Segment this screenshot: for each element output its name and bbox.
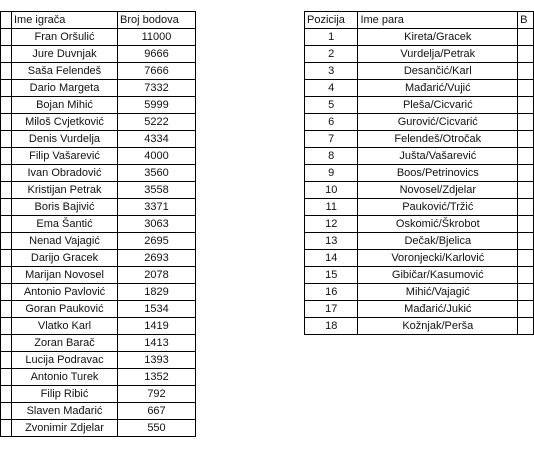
player-name-cell: Fran Oršulić [12,29,118,46]
player-name-cell: Boris Bajivić [12,199,118,216]
row-index-cell [1,233,12,250]
partial-cell [518,97,534,114]
table-row [1,352,196,369]
player-name-cell: Antonio Pavlović [12,284,118,301]
partial-cell [518,301,534,318]
points-cell: 2078 [118,267,196,284]
table-row [305,97,534,114]
partial-cell [518,267,534,284]
pair-name-cell: Desančić/Karl [358,63,518,80]
table-row [1,131,196,148]
player-name-cell: Denis Vurdelja [12,131,118,148]
table-row [305,250,534,267]
table-row [1,250,196,267]
pair-name-cell: Oskomić/Škrobot [358,216,518,233]
points-cell: 3558 [118,182,196,199]
table-row [305,199,534,216]
table-row [1,182,196,199]
table-row [1,216,196,233]
row-index-cell [1,80,12,97]
player-name-cell: Darijo Gracek [12,250,118,267]
table-row [1,284,196,301]
player-name-cell: Filip Ribić [12,386,118,403]
pair-name-cell: Kireta/Gracek [358,29,518,46]
position-cell: 1 [305,29,358,46]
row-index-cell [1,165,12,182]
row-index-cell [1,114,12,131]
table-row [1,335,196,352]
points-cell: 1413 [118,335,196,352]
position-cell: 4 [305,80,358,97]
players-table-body [1,29,196,437]
row-index-cell [1,199,12,216]
points-cell: 3371 [118,199,196,216]
player-name-cell: Marijan Novosel [12,267,118,284]
row-index-cell [1,148,12,165]
player-name-cell: Ema Šantić [12,216,118,233]
table-row [305,267,534,284]
player-name-cell: Lucija Podravac [12,352,118,369]
points-cell: 3063 [118,216,196,233]
position-cell: 12 [305,216,358,233]
table-row [1,165,196,182]
points-cell: 1419 [118,318,196,335]
player-name-cell: Dario Margeta [12,80,118,97]
points-cell: 7666 [118,63,196,80]
pair-name-cell: Pauković/Tržić [358,199,518,216]
partial-cell [518,233,534,250]
pair-name-cell: Dečak/Bjelica [358,233,518,250]
table-row [1,301,196,318]
points-cell: 1352 [118,369,196,386]
position-cell: 6 [305,114,358,131]
points-cell: 2695 [118,233,196,250]
table-row [305,131,534,148]
table-row [1,46,196,63]
player-name-cell: Zvonimir Zdjelar [12,420,118,437]
players-header-index [1,12,12,29]
position-cell: 7 [305,131,358,148]
points-cell: 1393 [118,352,196,369]
table-row [305,46,534,63]
table-row [1,63,196,80]
table-row [1,369,196,386]
player-name-cell: Miloš Cvjetković [12,114,118,131]
pairs-header-pair-name: Ime para [358,12,518,29]
row-index-cell [1,63,12,80]
pair-name-cell: Gibičar/Kasumović [358,267,518,284]
table-row [305,148,534,165]
points-cell: 5999 [118,97,196,114]
position-cell: 13 [305,233,358,250]
partial-cell [518,318,534,335]
table-row [305,114,534,131]
points-cell: 667 [118,403,196,420]
position-cell: 8 [305,148,358,165]
row-index-cell [1,335,12,352]
pair-name-cell: Boos/Petrinovics [358,165,518,182]
table-row [305,216,534,233]
table-row [305,233,534,250]
row-index-cell [1,386,12,403]
row-index-cell [1,420,12,437]
row-index-cell [1,352,12,369]
row-index-cell [1,131,12,148]
partial-cell [518,131,534,148]
partial-cell [518,148,534,165]
pairs-header-position: Pozicija [305,12,358,29]
player-name-cell: Filip Vašarević [12,148,118,165]
partial-cell [518,199,534,216]
player-name-cell: Slaven Mađarić [12,403,118,420]
player-name-cell: Kristijan Petrak [12,182,118,199]
partial-cell [518,63,534,80]
pair-name-cell: Felendeš/Otročak [358,131,518,148]
points-cell: 3560 [118,165,196,182]
table-row [1,80,196,97]
table-row [1,233,196,250]
partial-cell [518,165,534,182]
position-cell: 16 [305,284,358,301]
partial-cell [518,46,534,63]
pair-name-cell: Voronjecki/Karlović [358,250,518,267]
position-cell: 3 [305,63,358,80]
pairs-header-row [305,12,534,29]
row-index-cell [1,267,12,284]
pair-name-cell: Vurdelja/Petrak [358,46,518,63]
row-index-cell [1,216,12,233]
players-header-row [1,12,196,29]
table-row [305,182,534,199]
table-row [305,80,534,97]
points-cell: 1829 [118,284,196,301]
table-row [1,403,196,420]
pair-name-cell: Gurović/Cicvarić [358,114,518,131]
pair-name-cell: Pleša/Cicvarić [358,97,518,114]
row-index-cell [1,301,12,318]
position-cell: 2 [305,46,358,63]
pair-name-cell: Kožnjak/Perša [358,318,518,335]
table-row [1,97,196,114]
players-table [0,11,196,437]
row-index-cell [1,250,12,267]
position-cell: 10 [305,182,358,199]
pairs-table [304,11,534,335]
table-row [305,318,534,335]
position-cell: 18 [305,318,358,335]
partial-cell [518,250,534,267]
points-cell: 9666 [118,46,196,63]
player-name-cell: Goran Pauković [12,301,118,318]
points-cell: 4334 [118,131,196,148]
player-name-cell: Nenad Vajagić [12,233,118,250]
partial-cell [518,216,534,233]
points-cell: 2693 [118,250,196,267]
points-cell: 7332 [118,80,196,97]
table-row [305,165,534,182]
table-row [1,29,196,46]
row-index-cell [1,284,12,301]
players-header-points: Broj bodova [118,12,196,29]
row-index-cell [1,318,12,335]
table-row [1,148,196,165]
table-row [305,301,534,318]
table-row [1,420,196,437]
partial-cell [518,284,534,301]
points-cell: 4000 [118,148,196,165]
table-row [305,284,534,301]
row-index-cell [1,46,12,63]
pair-name-cell: Jušta/Vašarević [358,148,518,165]
position-cell: 14 [305,250,358,267]
player-name-cell: Jure Duvnjak [12,46,118,63]
position-cell: 11 [305,199,358,216]
points-cell: 550 [118,420,196,437]
position-cell: 17 [305,301,358,318]
table-row [1,386,196,403]
table-row [1,318,196,335]
pairs-table-body [305,29,534,335]
row-index-cell [1,403,12,420]
pair-name-cell: Mađarić/Jukić [358,301,518,318]
table-row [1,267,196,284]
player-name-cell: Saša Felendeš [12,63,118,80]
partial-cell [518,114,534,131]
player-name-cell: Vlatko Karl [12,318,118,335]
player-name-cell: Antonio Turek [12,369,118,386]
position-cell: 5 [305,97,358,114]
player-name-cell: Zoran Barač [12,335,118,352]
player-name-cell: Ivan Obradović [12,165,118,182]
table-row [305,29,534,46]
points-cell: 11000 [118,29,196,46]
row-index-cell [1,369,12,386]
partial-cell [518,29,534,46]
player-name-cell: Bojan Mihić [12,97,118,114]
pair-name-cell: Mihić/Vajagić [358,284,518,301]
pair-name-cell: Novosel/Zdjelar [358,182,518,199]
position-cell: 9 [305,165,358,182]
partial-cell [518,182,534,199]
position-cell: 15 [305,267,358,284]
pair-name-cell: Mađarić/Vujić [358,80,518,97]
table-row [1,114,196,131]
players-header-name: Ime igrača [12,12,118,29]
table-row [1,199,196,216]
table-row [305,63,534,80]
points-cell: 792 [118,386,196,403]
row-index-cell [1,182,12,199]
row-index-cell [1,97,12,114]
points-cell: 1534 [118,301,196,318]
points-cell: 5222 [118,114,196,131]
row-index-cell [1,29,12,46]
partial-cell [518,80,534,97]
pairs-header-partial: B [518,12,534,29]
